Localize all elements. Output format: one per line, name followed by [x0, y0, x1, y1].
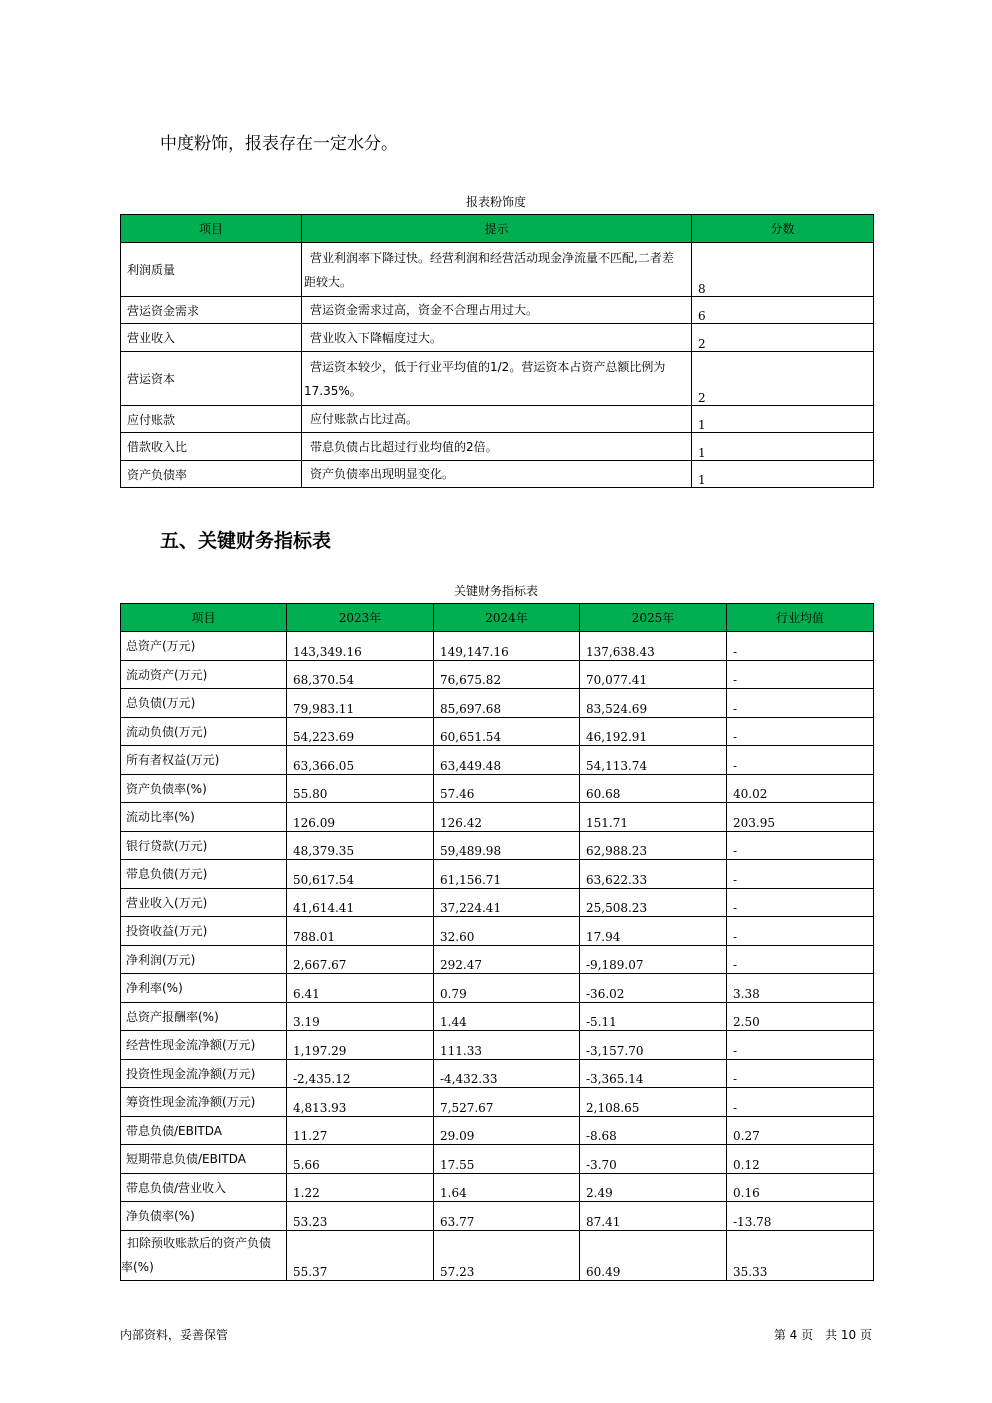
- table-row: [121, 803, 874, 832]
- row-value-v2023: 79,983.11: [287, 689, 434, 718]
- row-label: 总资产报酬率(%): [121, 1002, 287, 1031]
- row-value-avg: -: [727, 746, 874, 775]
- row-value-avg: 203.95: [727, 803, 874, 832]
- row-value-v2024: 149,147.16: [434, 632, 580, 661]
- row-label: 带息负债/EBITDA: [121, 1116, 287, 1145]
- row-value-v2023: 41,614.41: [287, 888, 434, 917]
- row-value-v2024: -4,432.33: [434, 1059, 580, 1088]
- table-row: [121, 1145, 874, 1174]
- row-tip: [302, 406, 692, 433]
- table-row: [121, 1059, 874, 1088]
- table-row: [121, 1202, 874, 1231]
- row-label: 银行贷款(万元): [121, 831, 287, 860]
- row-value-v2025: 137,638.43: [580, 632, 727, 661]
- intro-text: 中度粉饰，报表存在一定水分。: [160, 134, 398, 154]
- row-value-v2023: 5.66: [287, 1145, 434, 1174]
- row-value-v2024: 1.64: [434, 1173, 580, 1202]
- row-value-avg: -: [727, 632, 874, 661]
- table-row: [121, 352, 874, 406]
- table-row: [121, 774, 874, 803]
- row-tip-text: 营业收入下降幅度过大。: [310, 330, 443, 345]
- row-tip: [302, 243, 692, 297]
- row-score: 1: [692, 433, 874, 461]
- row-value-v2025: 87.41: [580, 1202, 727, 1231]
- row-label: 流动比率(%): [121, 803, 287, 832]
- row-item: 资产负债率: [121, 461, 302, 488]
- row-label: 短期带息负债/EBITDA: [121, 1145, 287, 1174]
- header-2023: 2023年: [287, 604, 434, 632]
- row-tip: [302, 461, 692, 488]
- row-value-v2023: 1.22: [287, 1173, 434, 1202]
- footer-page-number: 第 4 页 共 10 页: [773, 1328, 872, 1342]
- table-row: [121, 1088, 874, 1117]
- row-tip-text: 资产负债率出现明显变化。: [310, 467, 455, 481]
- row-value-avg: -: [727, 860, 874, 889]
- row-value-avg: -: [727, 888, 874, 917]
- row-value-v2024: 29.09: [434, 1116, 580, 1145]
- row-value-v2024: 0.79: [434, 974, 580, 1003]
- row-value-avg: -: [727, 689, 874, 718]
- row-value-v2023: 55.80: [287, 774, 434, 803]
- header-2024: 2024年: [434, 604, 580, 632]
- row-value-avg: -: [727, 945, 874, 974]
- row-value-v2025: -3,365.14: [580, 1059, 727, 1088]
- row-value-v2025: -9,189.07: [580, 945, 727, 974]
- row-value-v2025: 63,622.33: [580, 860, 727, 889]
- row-value-v2025: 17.94: [580, 917, 727, 946]
- row-value-v2023: 53.23: [287, 1202, 434, 1231]
- footer-confidential: 内部资料，妥善保管: [120, 1328, 229, 1342]
- row-label: 总负债(万元): [121, 689, 287, 718]
- row-label: 投资收益(万元): [121, 917, 287, 946]
- row-value-v2024: 111.33: [434, 1031, 580, 1060]
- row-score: 2: [692, 352, 874, 406]
- row-label: 净利率(%): [121, 974, 287, 1003]
- table-row: [121, 860, 874, 889]
- row-value-v2023: 63,366.05: [287, 746, 434, 775]
- row-label: 净负债率(%): [121, 1202, 287, 1231]
- row-value-avg: -: [727, 1088, 874, 1117]
- row-value-v2024: 37,224.41: [434, 888, 580, 917]
- row-label: 流动负债(万元): [121, 717, 287, 746]
- row-tip: [302, 297, 692, 324]
- row-value-v2023: 4,813.93: [287, 1088, 434, 1117]
- table-header-row: [121, 604, 874, 632]
- row-item: 营运资金需求: [121, 297, 302, 324]
- row-value-avg: 3.38: [727, 974, 874, 1003]
- table-row: [121, 888, 874, 917]
- row-label: 筹资性现金流净额(万元): [121, 1088, 287, 1117]
- row-value-v2024: 57.46: [434, 774, 580, 803]
- row-value-v2025: 151.71: [580, 803, 727, 832]
- row-label: 总资产(万元): [121, 632, 287, 661]
- row-value-v2024: 32.60: [434, 917, 580, 946]
- row-value-v2023: 68,370.54: [287, 660, 434, 689]
- row-item: 营业收入: [121, 324, 302, 352]
- table-row: [121, 243, 874, 297]
- row-value-v2023: 55.37: [287, 1230, 434, 1280]
- table-row: [121, 406, 874, 433]
- row-item: 利润质量: [121, 243, 302, 297]
- row-value-avg: -: [727, 917, 874, 946]
- table-row: [121, 746, 874, 775]
- row-value-v2023: 2,667.67: [287, 945, 434, 974]
- row-value-v2023: 788.01: [287, 917, 434, 946]
- row-value-v2023: 6.41: [287, 974, 434, 1003]
- row-tip-text: 营业利润率下降过快。经营利润和经营活动现金净流量不匹配,二者差距较大。: [304, 250, 674, 289]
- table-row: [121, 324, 874, 352]
- row-value-avg: 35.33: [727, 1230, 874, 1280]
- table-row: [121, 717, 874, 746]
- table-row: [121, 917, 874, 946]
- header-2025: 2025年: [580, 604, 727, 632]
- table-row: [121, 461, 874, 488]
- row-label: 扣除预收账款后的资产负债率(%): [121, 1230, 287, 1280]
- row-tip-text: 应付账款占比过高。: [310, 412, 419, 426]
- row-label: 流动资产(万元): [121, 660, 287, 689]
- row-value-avg: 0.12: [727, 1145, 874, 1174]
- row-value-avg: -: [727, 1059, 874, 1088]
- row-label: 经营性现金流净额(万元): [121, 1031, 287, 1060]
- row-value-v2024: 63,449.48: [434, 746, 580, 775]
- row-value-avg: 0.27: [727, 1116, 874, 1145]
- row-label: 净利润(万元): [121, 945, 287, 974]
- row-value-v2023: 54,223.69: [287, 717, 434, 746]
- row-value-v2024: 63.77: [434, 1202, 580, 1231]
- row-label: 营业收入(万元): [121, 888, 287, 917]
- row-value-v2025: -8.68: [580, 1116, 727, 1145]
- row-label: 所有者权益(万元): [121, 746, 287, 775]
- row-value-v2024: 85,697.68: [434, 689, 580, 718]
- row-item: 应付账款: [121, 406, 302, 433]
- row-value-avg: -: [727, 1031, 874, 1060]
- row-label: 带息负债(万元): [121, 860, 287, 889]
- table-row: [121, 831, 874, 860]
- row-value-v2025: -3,157.70: [580, 1031, 727, 1060]
- header-industry-avg: 行业均值: [727, 604, 874, 632]
- table-row: [121, 1116, 874, 1145]
- table-row: [121, 1230, 874, 1280]
- row-tip-text: 带息负债占比超过行业均值的2倍。: [310, 439, 498, 454]
- row-value-v2025: 83,524.69: [580, 689, 727, 718]
- indicators-body: [121, 632, 874, 1281]
- row-value-v2023: 50,617.54: [287, 860, 434, 889]
- row-value-v2024: 76,675.82: [434, 660, 580, 689]
- row-score: 2: [692, 324, 874, 352]
- row-value-v2023: 1,197.29: [287, 1031, 434, 1060]
- table-row: [121, 1173, 874, 1202]
- header-score: 分数: [692, 215, 874, 243]
- table1-caption: 报表粉饰度: [465, 195, 526, 209]
- row-value-v2023: 48,379.35: [287, 831, 434, 860]
- section-title: 五、关键财务指标表: [160, 530, 332, 552]
- table-row: [121, 433, 874, 461]
- row-value-v2023: 126.09: [287, 803, 434, 832]
- row-value-v2025: 2.49: [580, 1173, 727, 1202]
- table-header-row: [121, 215, 874, 243]
- row-item: 借款收入比: [121, 433, 302, 461]
- row-value-v2025: 60.68: [580, 774, 727, 803]
- row-value-avg: -: [727, 660, 874, 689]
- row-value-v2024: 126.42: [434, 803, 580, 832]
- row-value-v2025: 70,077.41: [580, 660, 727, 689]
- row-value-v2025: -3.70: [580, 1145, 727, 1174]
- row-value-v2023: 11.27: [287, 1116, 434, 1145]
- table-row: [121, 1002, 874, 1031]
- row-tip-text: 营运资本较少，低于行业平均值的1/2。营运资本占资产总额比例为17.35%。: [304, 359, 666, 398]
- row-value-avg: -: [727, 831, 874, 860]
- row-value-v2024: 17.55: [434, 1145, 580, 1174]
- header-tip: 提示: [302, 215, 692, 243]
- table-row: [121, 1031, 874, 1060]
- row-value-v2024: 7,527.67: [434, 1088, 580, 1117]
- row-value-v2025: 54,113.74: [580, 746, 727, 775]
- row-value-v2024: 59,489.98: [434, 831, 580, 860]
- row-value-v2023: 143,349.16: [287, 632, 434, 661]
- row-value-v2025: 2,108.65: [580, 1088, 727, 1117]
- row-tip: [302, 324, 692, 352]
- row-item: 营运资本: [121, 352, 302, 406]
- table-row: [121, 689, 874, 718]
- row-label: 带息负债/营业收入: [121, 1173, 287, 1202]
- row-value-v2025: 46,192.91: [580, 717, 727, 746]
- row-value-v2025: 60.49: [580, 1230, 727, 1280]
- table-row: [121, 945, 874, 974]
- row-value-avg: 0.16: [727, 1173, 874, 1202]
- report-embellishment-table: [120, 214, 874, 488]
- header-item: 项目: [121, 604, 287, 632]
- key-financial-indicators-table: [120, 603, 874, 1281]
- row-value-v2025: 62,988.23: [580, 831, 727, 860]
- row-tip: [302, 352, 692, 406]
- row-value-v2023: -2,435.12: [287, 1059, 434, 1088]
- row-value-avg: 40.02: [727, 774, 874, 803]
- row-score: 1: [692, 406, 874, 433]
- row-tip-text: 营运资金需求过高，资金不合理占用过大。: [310, 303, 539, 317]
- table-row: [121, 297, 874, 324]
- table-row: [121, 660, 874, 689]
- table-row: [121, 974, 874, 1003]
- header-item: 项目: [121, 215, 302, 243]
- row-label: 投资性现金流净额(万元): [121, 1059, 287, 1088]
- row-score: 1: [692, 461, 874, 488]
- row-value-v2024: 292.47: [434, 945, 580, 974]
- row-value-v2023: 3.19: [287, 1002, 434, 1031]
- row-label: 资产负债率(%): [121, 774, 287, 803]
- row-value-avg: -13.78: [727, 1202, 874, 1231]
- table-row: [121, 632, 874, 661]
- row-value-v2025: 25,508.23: [580, 888, 727, 917]
- row-value-v2024: 57.23: [434, 1230, 580, 1280]
- row-value-v2025: -5.11: [580, 1002, 727, 1031]
- row-value-v2024: 60,651.54: [434, 717, 580, 746]
- row-value-avg: -: [727, 717, 874, 746]
- row-score: 6: [692, 297, 874, 324]
- row-value-v2024: 1.44: [434, 1002, 580, 1031]
- row-value-v2024: 61,156.71: [434, 860, 580, 889]
- row-value-avg: 2.50: [727, 1002, 874, 1031]
- row-value-v2025: -36.02: [580, 974, 727, 1003]
- row-tip: [302, 433, 692, 461]
- table2-caption: 关键财务指标表: [453, 584, 538, 598]
- row-score: 8: [692, 243, 874, 297]
